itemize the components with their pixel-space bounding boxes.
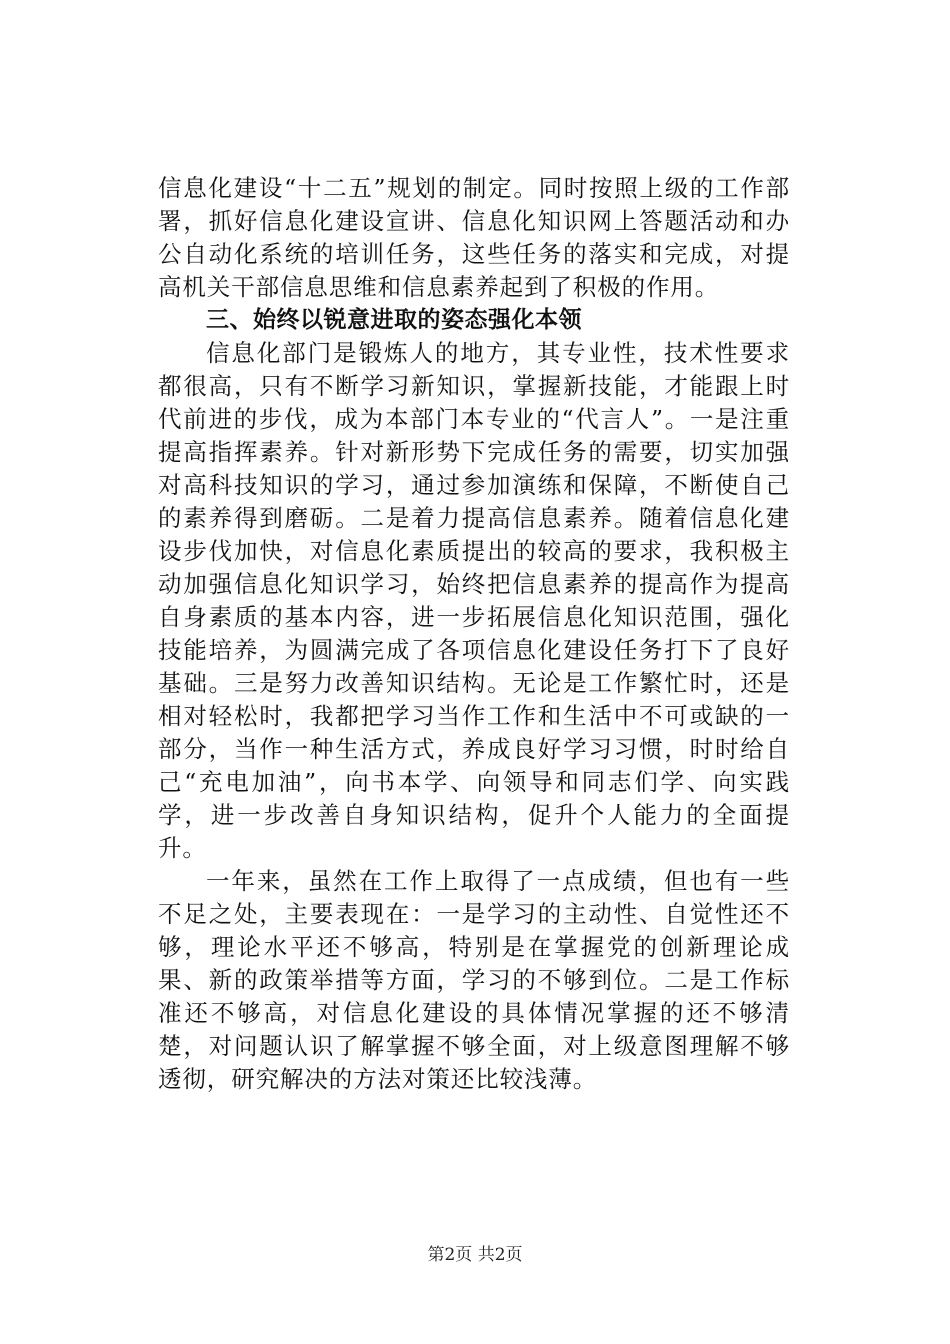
page-footer: 第2页 共2页 (427, 1245, 523, 1265)
paragraph-continuation: 信息化建设“十二五”规划的制定。同时按照上级的工作部署，抓好信息化建设宣讲、信息化知识网上答题活动和办公自动化系统的培训任务，这些任务的落实和完成，对提高机关干部信息思维和信息素养起到了积极的作用。 (158, 174, 790, 301)
paragraph-shortcomings: 一年来，虽然在工作上取得了一点成绩，但也有一些不足之处，主要表现在：一是学习的主动性、自觉性还不够，理论水平还不够高，特别是在掌握党的创新理论成果、新的政策举措等方面，学习的不够到位。二是工作标准还不够高，对信息化建设的具体情况掌握的还不够清楚，对问题认识了解掌握不够全面，对上级意图理解不够透彻，研究解决的方法对策还比较浅薄。 (158, 867, 790, 1093)
document-body (158, 172, 790, 1096)
section-heading-3: 三、始终以锐意进取的姿态强化本领 (206, 307, 582, 333)
paragraph-skills: 信息化部门是锻炼人的地方，其专业性，技术性要求都很高，只有不断学习新知识，掌握新技能，才能跟上时代前进的步伐，成为本部门本专业的“代言人”。一是注重提高指挥素养。针对新形势下完成任务的需要，切实加强对高科技知识的学习，通过参加演练和保障，不断使自己的素养得到磨砺。二是着力提高信息素养。随着信息化建设步伐加快，对信息化素质提出的较高的要求，我积极主动加强信息化知识学习，始终把信息素养的提高作为提高自身素质的基本内容，进一步拓展信息化知识范围，强化技能培养，为圆满完成了各项信息化建设任务打下了良好基础。三是努力改善知识结构。无论是工作繁忙时，还是相对轻松时，我都把学习当作工作和生活中不可或缺的一部分，当作一种生活方式，养成良好学习习惯，时时给自己“充电加油”，向书本学、向领导和同志们学、向实践学，进一步改善自身知识结构，促升个人能力的全面提升。 (158, 339, 790, 862)
